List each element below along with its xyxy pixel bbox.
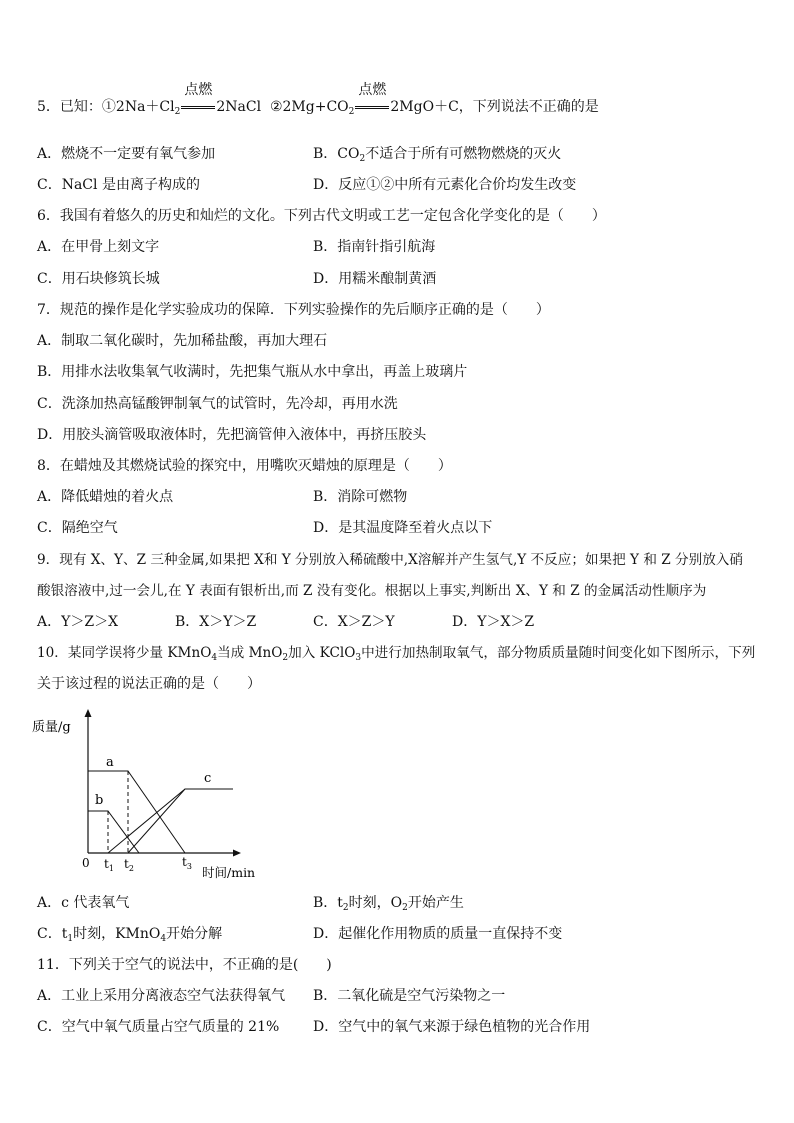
q9-option-c[interactable]: C．X＞Z＞Y (313, 614, 395, 630)
q10-option-c[interactable]: C．$t_1$时刻，KMnO$_4$开始分解 (37, 926, 223, 944)
q5-reaction-condition-1: 点燃 (180, 97, 216, 117)
curve-b (88, 811, 139, 853)
graph-tick-t2: $t_2$ (124, 857, 134, 873)
q9-option-a[interactable]: A．Y＞Z＞X (37, 614, 119, 630)
q11-option-c[interactable]: C．空气中氧气质量占空气质量的 21% (37, 1019, 280, 1035)
q7-option-b[interactable]: B．用排水法收集氧气收满时，先把集气瓶从水中拿出，再盖上玻璃片 (37, 364, 468, 380)
q10-stem-line-2: 关于该过程的说法正确的是（ ） (37, 676, 261, 692)
x-axis-arrow-icon (233, 850, 241, 857)
graph-origin: 0 (82, 856, 90, 870)
graph-label-b: b (95, 793, 104, 808)
graph-tick-t1: $t_1$ (104, 857, 114, 873)
q6-option-b[interactable]: B．指南针指引航海 (313, 239, 436, 255)
q10-option-d[interactable]: D．起催化作用物质的质量一直保持不变 (313, 926, 563, 942)
q5-stem-prefix: 5．已知： (37, 99, 102, 115)
q9-option-d[interactable]: D．Y＞X＞Z (452, 614, 535, 630)
q7-stem: 7．规范的操作是化学实验成功的保障．下列实验操作的先后顺序正确的是（ ） (37, 302, 550, 318)
q5-equation-1-left: ①2Na＋Cl (101, 99, 175, 115)
q10-graph (30, 705, 270, 885)
q6-stem: 6．我国有着悠久的历史和灿烂的文化。下列古代文明或工艺一定包含化学变化的是（ ） (37, 208, 606, 224)
q5-option-d[interactable]: D．反应①②中所有元素化合价均发生改变 (313, 177, 577, 193)
q5-option-a[interactable]: A．燃烧不一定要有氧气参加 (37, 146, 216, 162)
graph-label-c: c (204, 771, 212, 786)
q8-option-c[interactable]: C．隔绝空气 (37, 520, 118, 536)
q7-option-a[interactable]: A．制取二氧化碳时，先加稀盐酸，再加大理石 (37, 333, 328, 349)
q5-option-b[interactable]: B．$CO_2$不适合于所有可燃物燃烧的灭火 (313, 146, 562, 164)
curve-a (88, 771, 185, 853)
q11-option-b[interactable]: B．二氧化硫是空气污染物之一 (313, 988, 506, 1004)
graph-xlabel: 时间/min (202, 865, 256, 880)
q10-stem-line-1: 10．某同学误将少量 KMnO$_4$当成 MnO$_2$加入 KClO$_3$中进行加热制取氧气，部分物质质量随时间变化如下图所示，下列 (37, 645, 756, 663)
reaction-arrow-icon (181, 106, 215, 109)
curve-t1-rise (108, 789, 185, 853)
q11-stem: 11．下列关于空气的说法中，不正确的是( ) (37, 957, 332, 973)
q6-option-a[interactable]: A．在甲骨上刻文字 (37, 239, 160, 255)
q11-option-a[interactable]: A．工业上采用分离液态空气法获得氧气 (37, 988, 286, 1004)
q9-option-b[interactable]: B．X＞Y＞Z (175, 614, 257, 630)
q10-option-b[interactable]: B．$t_2$时刻，$O_2$开始产生 (313, 895, 464, 913)
q8-option-a[interactable]: A．降低蜡烛的着火点 (37, 489, 174, 505)
q5-equation-2-left: ②2Mg+CO (269, 99, 349, 115)
graph-ylabel: 质量/g (32, 720, 71, 735)
q8-option-b[interactable]: B．消除可燃物 (313, 489, 408, 505)
q5-reaction-condition-2: 点燃 (354, 97, 390, 117)
q9-stem-line-1: 9．现有 X、Y、Z 三种金属,如果把 X和 Y 分别放入稀硫酸中,X溶解并产生氢气,Y 不反应；如果把 Y 和 Z 分别放入硝 (37, 552, 743, 568)
curve-c (128, 789, 233, 853)
y-axis-arrow-icon (85, 709, 92, 717)
q11-option-d[interactable]: D．空气中的氧气来源于绿色植物的光合作用 (313, 1019, 591, 1035)
q8-stem: 8．在蜡烛及其燃烧试验的探究中，用嘴吹灭蜡烛的原理是（ ） (37, 458, 452, 474)
graph-tick-t3: $t_3$ (182, 855, 192, 871)
q5-equation-2-right: 2MgO＋C，下列说法不正确的是 (390, 99, 599, 115)
q9-stem-line-2: 酸银溶液中,过一会儿,在 Y 表面有银析出,而 Z 没有变化。根据以上事实,判断出 X、Y 和 Z 的金属活动性顺序为 (37, 583, 707, 599)
q5-stem: 5．已知：$①2Na+Cl_2$ 点燃 2NaCl $②2Mg+CO_2$ 点燃 2MgO＋C，下列说法不正确的是 (37, 82, 599, 117)
q5-equation-1-right: 2NaCl (216, 99, 262, 115)
q5-option-c[interactable]: C．NaCl 是由离子构成的 (37, 177, 200, 193)
q10-option-a[interactable]: A．c 代表氧气 (37, 895, 130, 911)
q8-option-d[interactable]: D．是其温度降至着火点以下 (313, 520, 493, 536)
q6-option-c[interactable]: C．用石块修筑长城 (37, 271, 160, 287)
q7-option-d[interactable]: D．用胶头滴管吸取液体时，先把滴管伸入液体中，再挤压胶头 (37, 427, 427, 443)
q6-option-d[interactable]: D．用糯米酿制黄酒 (313, 271, 437, 287)
q7-option-c[interactable]: C．洗涤加热高锰酸钾制氧气的试管时，先冷却，再用水洗 (37, 396, 398, 412)
graph-label-a: a (106, 755, 114, 770)
reaction-arrow-icon (355, 106, 389, 109)
